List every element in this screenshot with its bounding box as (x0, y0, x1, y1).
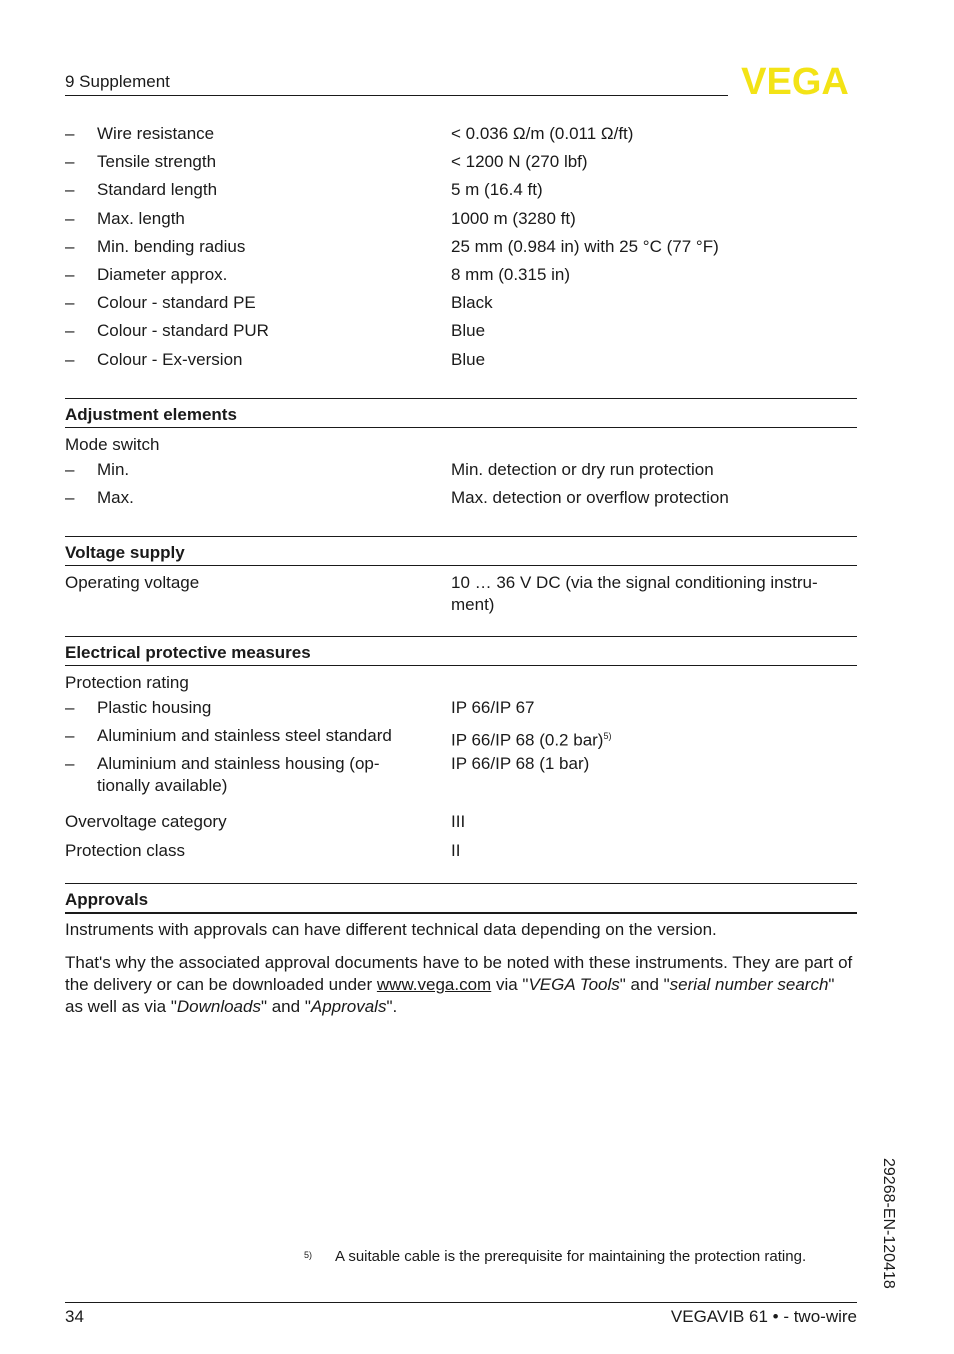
approvals-text: " and " (260, 997, 311, 1016)
approvals-emphasis: Approvals (310, 997, 387, 1016)
cable-property-value: < 1200 N (270 lbf) (451, 152, 588, 171)
list-dash: – (65, 237, 75, 256)
vega-logo-text: VEGA (741, 62, 849, 98)
section-rule-thick (65, 912, 857, 914)
operating-voltage-label: Operating voltage (65, 573, 200, 592)
section-title-approvals: Approvals (65, 890, 149, 909)
aluminium-standard-value (451, 725, 856, 752)
document-code: 29268-EN-120418 (880, 1158, 897, 1289)
section-rule (65, 636, 857, 637)
list-dash: – (65, 726, 75, 745)
list-dash: – (65, 488, 75, 507)
list-dash: – (65, 698, 75, 717)
list-dash: – (65, 124, 75, 143)
approvals-paragraph-1: Instruments with approvals can have different technical data depending on the version. (65, 920, 717, 939)
footnote-ref: 5) (603, 731, 612, 741)
list-dash: – (65, 754, 75, 773)
max-label: Max. (97, 488, 134, 507)
operating-voltage-line2: ment) (451, 595, 495, 614)
cable-property-label: Colour - standard PUR (97, 321, 269, 340)
cable-property-label: Max. length (97, 209, 185, 228)
cable-property-label: Standard length (97, 180, 218, 199)
cable-property-value: Blue (451, 321, 486, 340)
footer-rule (65, 1302, 857, 1303)
section-rule (65, 398, 857, 399)
plastic-housing-label: Plastic housing (97, 698, 212, 717)
cable-property-label: Wire resistance (97, 124, 215, 143)
aluminium-optional-line2: tionally available) (97, 776, 228, 795)
footnote-mark: 5) (304, 1250, 313, 1260)
cable-property-value: Black (451, 293, 493, 312)
cable-property-label: Min. bending radius (97, 237, 246, 256)
aluminium-standard-value-text: IP 66/IP 68 (0.2 bar) (451, 730, 604, 750)
list-dash: – (65, 152, 75, 171)
approvals-text: That's why the associated approval documents have to be noted with these instruments. They are part of the delivery or can be downloaded under (65, 953, 853, 994)
cable-property-value: 25 mm (0.984 in) with 25 °C (77 °F) (451, 237, 719, 256)
approvals-paragraph-2 (65, 952, 857, 1018)
footnote-text: A suitable cable is the prerequisite for maintaining the protection rating. (335, 1248, 807, 1265)
approvals-text: via " (491, 975, 529, 994)
list-dash: – (65, 350, 75, 369)
cable-property-value: Blue (451, 350, 486, 369)
vega-website-link[interactable]: www.vega.com (376, 975, 492, 994)
cable-property-label: Diameter approx. (97, 265, 228, 284)
vega-tools-emphasis: VEGA Tools (528, 975, 620, 994)
max-value: Max. detection or overflow protection (451, 488, 729, 507)
section-title-voltage: Voltage supply (65, 543, 185, 562)
cable-property-value: 5 m (16.4 ft) (451, 180, 543, 199)
list-dash: – (65, 180, 75, 199)
downloads-emphasis: Downloads (176, 997, 261, 1016)
list-dash: – (65, 460, 75, 479)
protection-class-value: II (451, 841, 461, 860)
section-rule (65, 427, 857, 428)
section-title-protective: Electrical protective measures (65, 643, 311, 662)
serial-search-emphasis: serial number search (669, 975, 829, 994)
cable-property-label: Colour - standard PE (97, 293, 256, 312)
vega-logo (733, 62, 857, 103)
approvals-text: ". (386, 997, 398, 1016)
list-dash: – (65, 293, 75, 312)
approvals-text: " as well as via " (65, 975, 835, 1016)
protection-rating-label: Protection rating (65, 673, 189, 692)
section-rule (65, 565, 857, 566)
mode-switch-label: Mode switch (65, 435, 160, 454)
min-value: Min. detection or dry run protection (451, 460, 714, 479)
operating-voltage-value (451, 572, 856, 616)
cable-property-label: Tensile strength (97, 152, 217, 171)
section-rule (65, 536, 857, 537)
cable-property-label: Colour - Ex-version (97, 350, 243, 369)
section-rule (65, 665, 857, 666)
aluminium-optional-value: IP 66/IP 68 (1 bar) (451, 754, 590, 773)
list-dash: – (65, 321, 75, 340)
section-title-adjustment: Adjustment elements (65, 405, 237, 424)
overvoltage-label: Overvoltage category (65, 812, 227, 831)
overvoltage-value: III (451, 812, 466, 831)
running-header: 9 Supplement (65, 72, 170, 91)
operating-voltage-line1: 10 … 36 V DC (via the signal conditioning instru- (451, 573, 818, 592)
aluminium-standard-label: Aluminium and stainless steel standard (97, 726, 392, 745)
plastic-housing-value: IP 66/IP 67 (451, 698, 535, 717)
cable-property-value: < 0.036 Ω/m (0.011 Ω/ft) (451, 124, 634, 143)
list-dash: – (65, 209, 75, 228)
product-name: VEGAVIB 61 • - two-wire (670, 1307, 857, 1326)
approvals-text: " and " (619, 975, 670, 994)
section-rule (65, 883, 857, 884)
cable-property-value: 8 mm (0.315 in) (451, 265, 571, 284)
list-dash: – (65, 265, 75, 284)
page-number: 34 (65, 1307, 84, 1326)
cable-property-value: 1000 m (3280 ft) (451, 209, 576, 228)
aluminium-optional-label (97, 753, 427, 797)
vega-logo-graphic (733, 62, 857, 98)
aluminium-optional-line1: Aluminium and stainless housing (op- (97, 754, 380, 773)
min-label: Min. (97, 460, 130, 479)
header-rule (65, 95, 728, 96)
protection-class-label: Protection class (65, 841, 185, 860)
